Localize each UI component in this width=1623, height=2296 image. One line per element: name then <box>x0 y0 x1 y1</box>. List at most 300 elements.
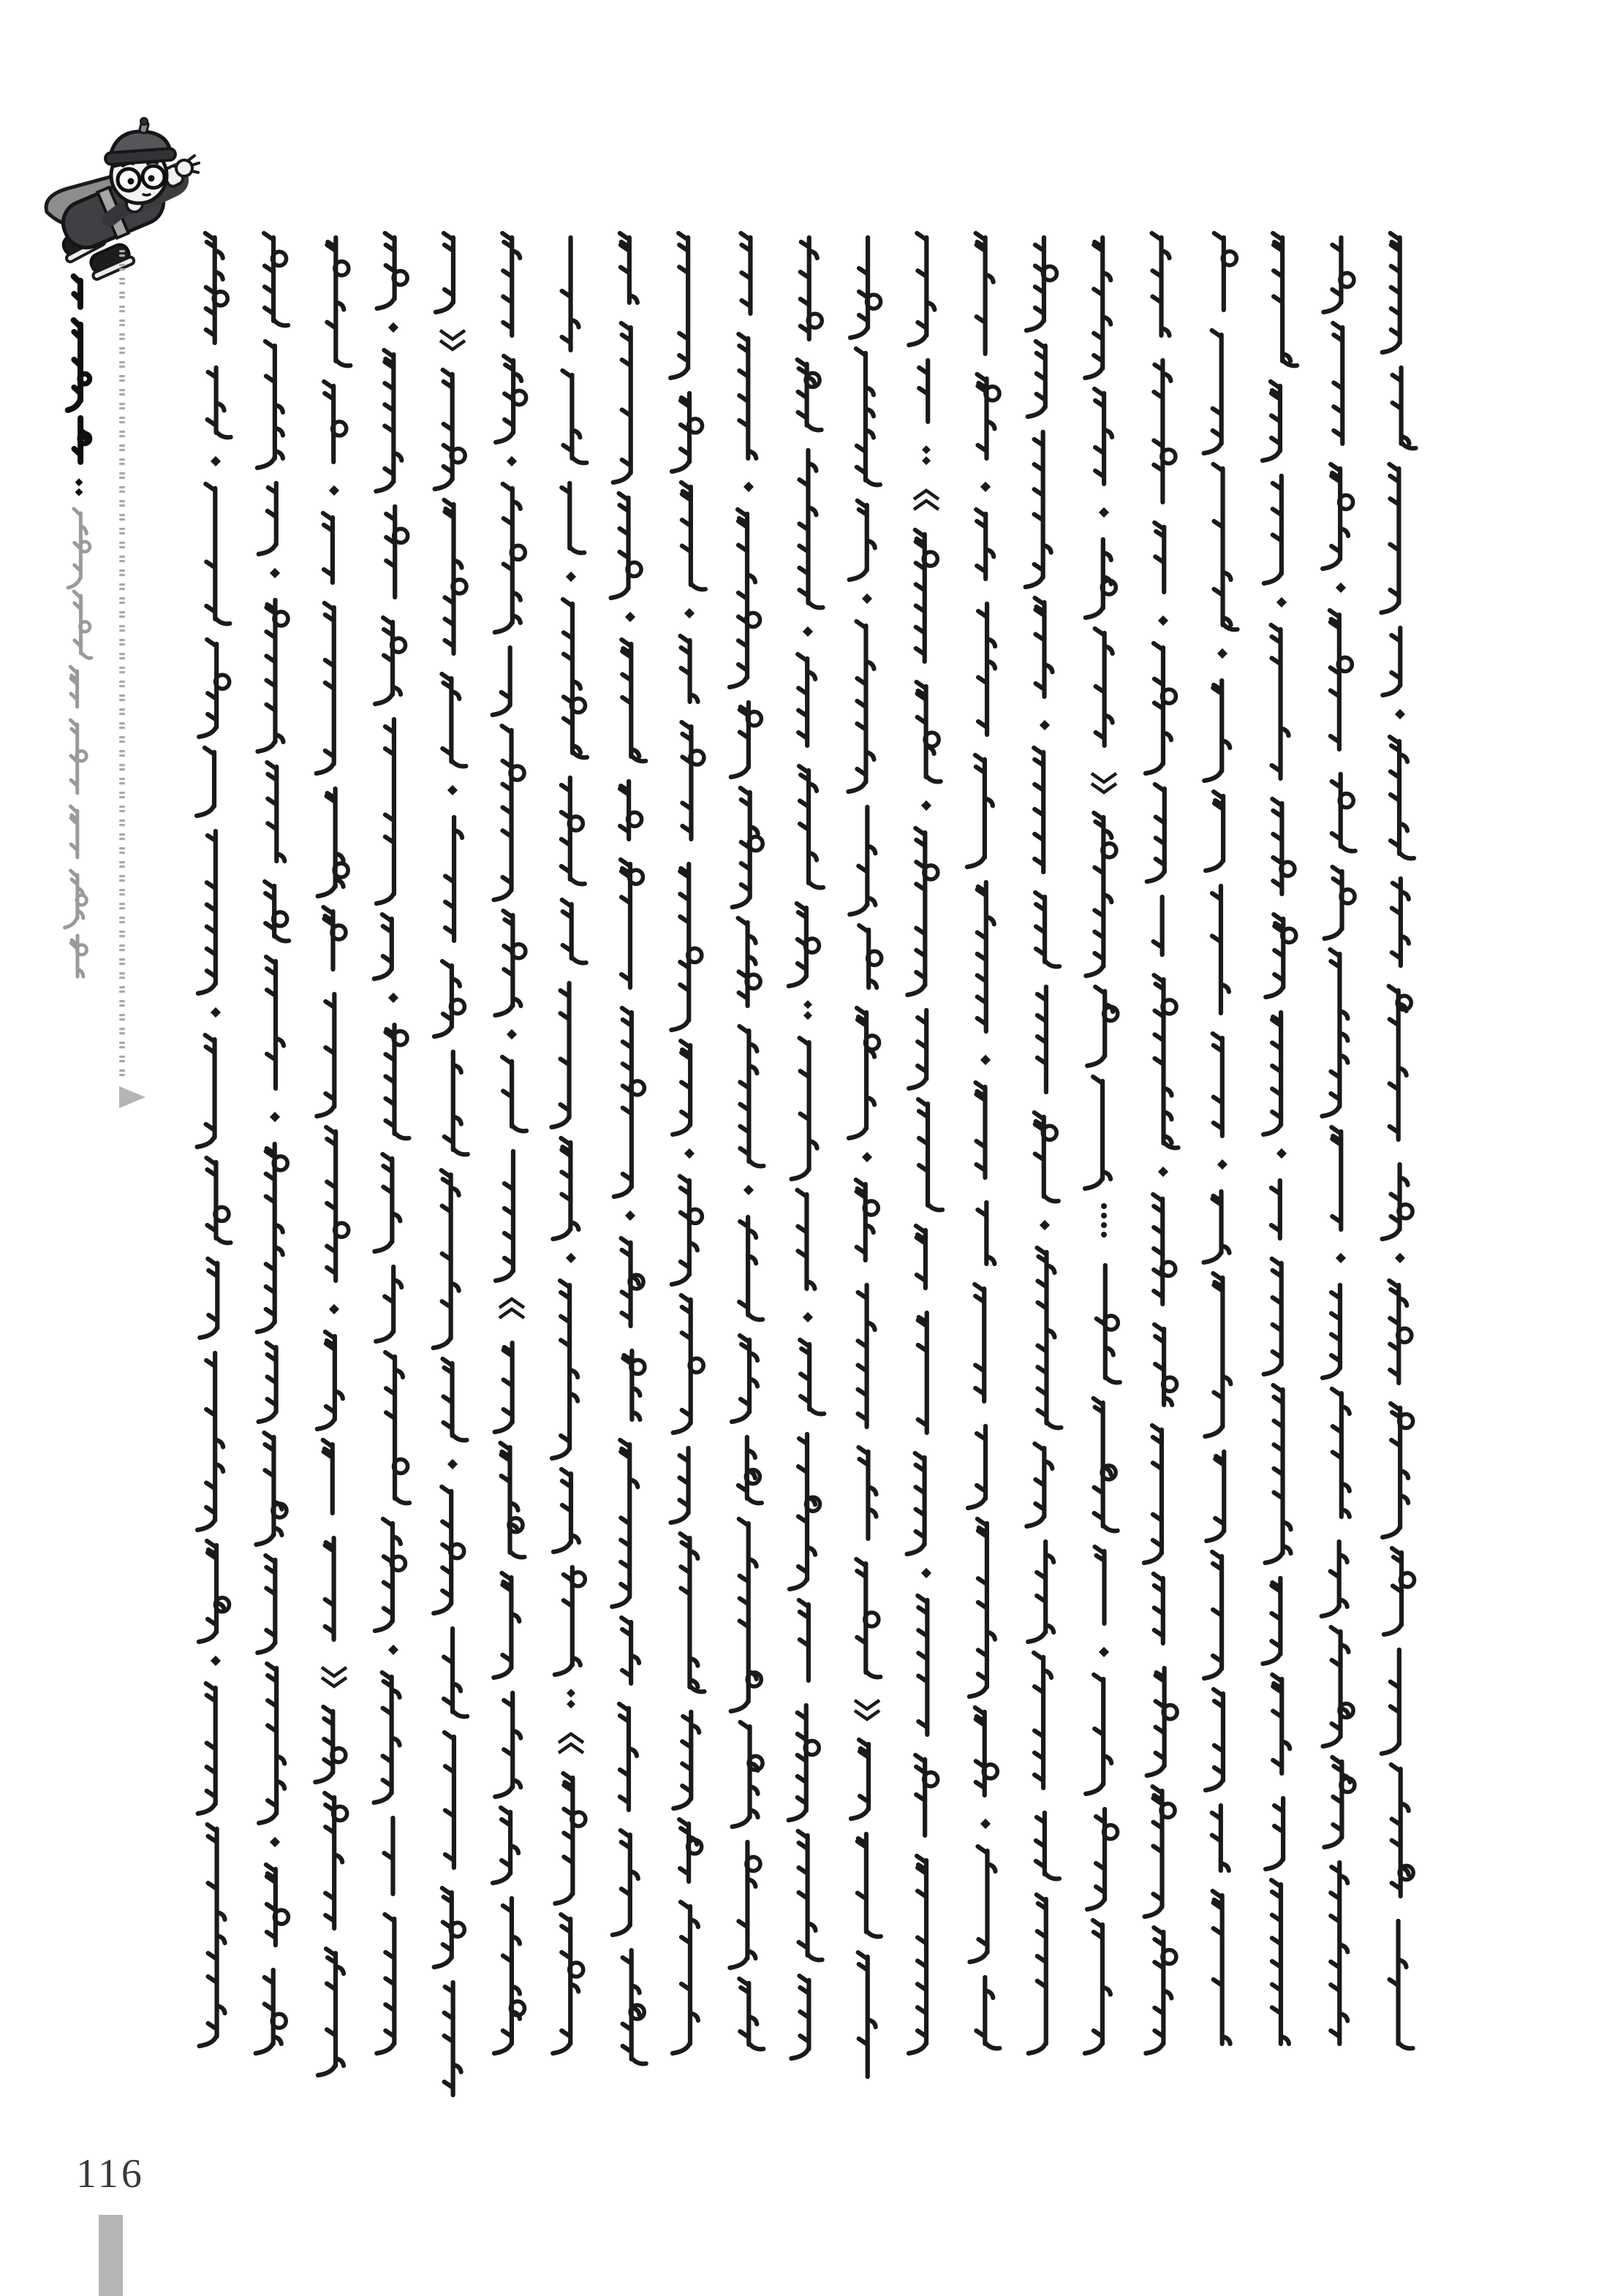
word-glyph <box>1086 1675 1111 1794</box>
word-stroke <box>738 918 756 1006</box>
word-stroke <box>1382 233 1400 352</box>
word-glyph <box>257 600 288 751</box>
word-divider-dot <box>329 1304 339 1314</box>
quote-stroke <box>1092 773 1116 782</box>
word-glyph <box>327 238 350 365</box>
word-glyph <box>851 1740 869 1819</box>
word-glyph <box>1154 1325 1177 1405</box>
word-divider-dot <box>1040 1220 1050 1230</box>
word-divider-dot <box>388 993 398 1003</box>
word-stroke <box>74 276 80 307</box>
leader-dash <box>119 379 125 382</box>
word-glyph <box>789 903 820 986</box>
word-glyph <box>493 1808 518 1883</box>
word-glyph <box>801 238 822 339</box>
word-glyph <box>205 484 230 624</box>
word-stroke <box>1214 233 1224 310</box>
leader-dash <box>119 824 125 826</box>
word-glyph <box>386 507 408 597</box>
word-stroke <box>620 781 629 839</box>
word-stroke <box>1204 681 1230 781</box>
word-stroke <box>799 1600 809 1681</box>
leader-dash <box>119 296 125 298</box>
word-stroke <box>493 1808 518 1883</box>
leader-dash <box>119 306 125 308</box>
word-stroke <box>798 360 822 430</box>
leader-dash <box>119 990 125 993</box>
leader-dash <box>119 546 125 548</box>
word-stroke <box>1144 1425 1162 1563</box>
word-divider-dot <box>1158 615 1168 626</box>
word-glyph <box>798 654 815 746</box>
word-glyph <box>611 493 642 598</box>
word-stroke <box>1035 893 1059 966</box>
leader-dash <box>119 602 125 604</box>
leader-dash <box>119 657 125 659</box>
leader-dash <box>119 852 125 854</box>
word-glyph <box>1391 1765 1414 1896</box>
word-divider-dot <box>744 482 754 492</box>
word-stroke <box>967 755 993 867</box>
word-glyph <box>434 961 465 1037</box>
word-stroke <box>1331 1127 1341 1230</box>
word-stroke <box>1263 1578 1280 1664</box>
leader-dash <box>119 1074 125 1076</box>
leader-dash <box>119 407 125 409</box>
word-glyph <box>731 1519 761 1711</box>
text-column-5 <box>434 233 468 2095</box>
word-stroke <box>673 1902 698 2053</box>
word-stroke <box>671 864 689 1030</box>
word-glyph <box>325 1538 334 1640</box>
word-glyph <box>1381 464 1399 613</box>
word-stroke <box>1324 1757 1350 1847</box>
word-stroke <box>200 1825 225 2046</box>
word-stroke <box>374 1154 400 1251</box>
word-glyph <box>975 1284 984 1401</box>
text-column-14 <box>967 233 999 2048</box>
word-glyph <box>1205 1273 1230 1436</box>
leader-dash <box>119 792 125 794</box>
word-glyph <box>326 1127 349 1281</box>
word-stroke <box>1332 774 1355 851</box>
word-glyph <box>1264 476 1282 583</box>
word-stroke <box>1332 1389 1350 1517</box>
word-glyph <box>1034 1113 1059 1201</box>
word-glyph <box>909 1010 926 1088</box>
word-stroke <box>1205 1273 1230 1436</box>
word-stroke <box>1154 360 1170 502</box>
leader-dash <box>119 1046 125 1048</box>
leader-dash <box>119 643 125 645</box>
word-stroke <box>70 667 77 707</box>
word-glyph <box>1144 1425 1162 1563</box>
word-glyph <box>849 1008 879 1138</box>
word-glyph <box>442 674 466 766</box>
word-stroke <box>858 1834 881 1936</box>
word-glyph <box>1392 879 1409 966</box>
word-divider-dot <box>684 1148 695 1159</box>
leader-dash <box>119 653 125 655</box>
word-stroke <box>1026 1444 1052 1526</box>
word-stroke <box>205 233 223 343</box>
word-glyph <box>1085 1077 1111 1189</box>
word-glyph <box>1094 1547 1104 1624</box>
leader-dash <box>119 944 125 947</box>
leader-dash <box>119 615 125 618</box>
word-glyph <box>71 936 86 977</box>
word-glyph <box>673 1295 704 1433</box>
word-glyph <box>65 871 87 928</box>
word-stroke <box>619 1704 637 1810</box>
word-glyph <box>199 1541 230 1642</box>
word-stroke <box>1034 1653 1051 1788</box>
word-stroke <box>1034 748 1043 872</box>
text-column-21 <box>1381 233 1415 2048</box>
word-stroke <box>1390 737 1414 858</box>
word-glyph <box>494 1898 525 2053</box>
text-column-7 <box>552 238 587 2053</box>
word-glyph <box>444 500 467 653</box>
word-glyph <box>265 882 289 941</box>
word-glyph <box>1087 987 1118 1066</box>
word-stroke <box>969 1519 995 1697</box>
word-glyph <box>739 1979 763 2049</box>
word-stroke <box>1264 476 1282 583</box>
word-stroke <box>1085 1920 1111 2053</box>
leader-dash <box>119 352 125 354</box>
arrow-right-icon <box>119 1086 145 1108</box>
word-stroke <box>502 233 520 336</box>
word-glyph <box>915 530 938 662</box>
leader-dash <box>119 403 125 405</box>
word-glyph <box>1332 1389 1350 1517</box>
leader-dash <box>119 1060 125 1062</box>
leader-dash <box>119 556 125 558</box>
word-divider-dot <box>1158 1167 1168 1177</box>
word-stroke <box>977 1202 994 1264</box>
word-glyph <box>741 233 750 314</box>
word-stroke <box>197 1035 215 1147</box>
word-stroke <box>318 1949 344 2075</box>
word-stroke <box>681 636 698 702</box>
word-glyph <box>1037 1248 1061 1428</box>
word-glyph <box>679 1819 702 1882</box>
word-stroke <box>731 702 749 777</box>
word-glyph <box>206 1158 230 1243</box>
word-glyph <box>1263 1578 1280 1664</box>
word-glyph <box>1154 975 1179 1148</box>
word-glyph <box>918 1596 927 1735</box>
word-glyph <box>1212 886 1229 1013</box>
word-divider-dot <box>1336 1253 1346 1263</box>
word-glyph <box>1085 1920 1111 2053</box>
word-glyph <box>256 1433 287 1545</box>
word-stroke <box>199 640 216 737</box>
word-glyph <box>1153 1194 1176 1304</box>
leader-dash <box>119 583 125 586</box>
word-stroke <box>206 1158 230 1243</box>
quote-stroke <box>559 1744 583 1753</box>
word-stroke <box>199 1541 224 1642</box>
leader-dash <box>119 699 125 701</box>
word-stroke <box>1384 1548 1401 1634</box>
word-divider-dot <box>447 1459 458 1469</box>
word-glyph <box>259 1343 276 1422</box>
word-divider-dot <box>921 1568 931 1578</box>
word-glyph <box>555 1773 586 1903</box>
word-stroke <box>613 323 631 482</box>
word-stroke <box>850 501 875 580</box>
word-glyph <box>1324 1757 1355 1847</box>
word-glyph <box>1322 950 1347 1116</box>
word-glyph <box>1034 598 1052 697</box>
word-stroke <box>68 320 80 410</box>
word-glyph <box>495 911 526 1015</box>
word-glyph <box>1271 1181 1280 1238</box>
word-divider-dot <box>75 478 83 486</box>
word-stroke <box>1085 1077 1111 1189</box>
word-stroke <box>1085 238 1111 378</box>
word-glyph <box>1382 628 1400 695</box>
leader-dash <box>119 486 125 488</box>
word-glyph <box>673 1712 699 1808</box>
word-stroke <box>317 603 334 773</box>
word-stroke <box>375 618 401 704</box>
word-glyph <box>318 789 349 896</box>
word-stroke <box>671 1448 689 1523</box>
word-glyph <box>681 482 705 589</box>
word-stroke <box>670 233 688 378</box>
word-stroke <box>324 382 333 462</box>
word-stroke <box>681 722 691 839</box>
leader-dash <box>119 810 125 812</box>
word-glyph <box>324 382 347 462</box>
word-glyph <box>1332 774 1355 851</box>
word-stroke <box>562 900 586 963</box>
word-glyph <box>799 766 823 887</box>
word-stroke <box>1206 1689 1223 1790</box>
word-glyph <box>798 1831 822 1960</box>
word-stroke <box>978 604 995 735</box>
word-stroke <box>977 882 994 1031</box>
leader-dash <box>119 907 125 909</box>
word-glyph <box>561 483 584 553</box>
word-stroke <box>739 1217 763 1319</box>
leader-dash <box>119 722 125 724</box>
word-stroke <box>257 600 283 751</box>
word-glyph <box>70 720 86 793</box>
word-glyph <box>1145 1787 1176 1917</box>
word-glyph <box>858 1952 876 2077</box>
word-glyph <box>315 1707 346 1782</box>
leader-dash <box>119 338 125 340</box>
word-glyph <box>1204 1191 1230 1262</box>
word-glyph <box>850 238 881 338</box>
word-stroke <box>197 1353 223 1530</box>
word-glyph <box>856 1559 880 1677</box>
word-glyph <box>917 682 941 781</box>
word-stroke <box>198 831 216 993</box>
word-glyph <box>975 1083 985 1178</box>
leader-dash <box>119 917 125 919</box>
leader-dash <box>119 458 125 461</box>
word-glyph <box>916 1226 926 1288</box>
word-glyph <box>799 1600 809 1681</box>
word-glyph <box>1154 360 1176 502</box>
word-glyph <box>790 1434 820 1589</box>
word-glyph <box>856 349 880 485</box>
open-quote-chevrons <box>322 1667 347 1686</box>
word-stroke <box>916 1226 926 1288</box>
word-stroke <box>1273 233 1297 365</box>
word-glyph <box>266 957 284 1088</box>
word-glyph <box>562 238 579 350</box>
word-glyph <box>1085 238 1111 378</box>
loop-stroke <box>77 944 87 955</box>
leader-dash <box>119 893 125 895</box>
word-stroke <box>856 349 880 485</box>
caption-subtitle-gray <box>65 509 91 977</box>
word-glyph <box>264 233 288 325</box>
leader-dash <box>119 292 125 294</box>
leader-dash <box>119 435 125 437</box>
ellipsis-dot <box>1101 1222 1107 1228</box>
word-glyph <box>502 1057 526 1131</box>
word-glyph <box>74 418 89 462</box>
word-stroke <box>1204 1552 1222 1678</box>
word-glyph <box>738 1437 762 1503</box>
word-stroke <box>495 911 521 1015</box>
word-stroke <box>733 1722 758 1827</box>
word-stroke <box>851 1740 869 1819</box>
word-glyph <box>1271 1880 1289 2044</box>
word-stroke <box>620 233 638 303</box>
word-stroke <box>1146 1928 1171 2053</box>
word-glyph <box>1213 1891 1230 2044</box>
leader-dash <box>119 393 125 395</box>
word-glyph <box>563 599 587 757</box>
open-quote-chevrons <box>440 330 465 349</box>
leader-dash <box>119 889 125 891</box>
word-glyph <box>1206 1452 1224 1541</box>
word-stroke <box>915 1755 925 1835</box>
word-stroke <box>975 1708 985 1795</box>
text-column-8 <box>611 233 646 2064</box>
word-stroke <box>1325 867 1342 939</box>
word-divider-dot <box>625 1210 635 1221</box>
word-glyph <box>199 640 230 737</box>
word-glyph <box>1264 1259 1282 1374</box>
word-stroke <box>730 509 755 687</box>
word-glyph <box>1389 1281 1412 1383</box>
word-stroke <box>850 238 868 338</box>
word-stroke <box>1272 799 1282 894</box>
word-glyph <box>976 1977 999 2048</box>
word-glyph <box>1094 389 1112 484</box>
word-glyph <box>200 1259 217 1338</box>
word-stroke <box>731 1519 757 1711</box>
word-glyph <box>1214 464 1238 629</box>
word-stroke <box>256 1970 281 2053</box>
word-glyph <box>1094 1398 1118 1531</box>
word-divider-dot <box>980 1819 991 1829</box>
leader-dash <box>119 977 125 979</box>
leader-dash <box>119 389 125 391</box>
word-glyph <box>502 233 520 336</box>
word-stroke <box>1026 238 1044 330</box>
word-stroke <box>552 983 570 1127</box>
word-glyph <box>969 1519 995 1697</box>
word-glyph <box>673 1041 690 1134</box>
word-glyph <box>198 831 216 993</box>
word-stroke <box>325 1538 334 1640</box>
word-glyph <box>374 1672 400 1803</box>
leader-dash <box>119 347 125 349</box>
word-stroke <box>1152 233 1170 336</box>
caption-heading-bold <box>68 276 90 496</box>
word-stroke <box>741 233 750 314</box>
leader-dash <box>119 264 125 266</box>
word-stroke <box>1212 1806 1229 1871</box>
word-glyph <box>1037 987 1046 1092</box>
word-stroke <box>976 1977 999 2048</box>
word-glyph <box>969 1846 995 1962</box>
word-glyph <box>74 276 80 307</box>
word-stroke <box>562 238 579 350</box>
word-stroke <box>918 1099 942 1210</box>
word-glyph <box>620 781 642 839</box>
word-stroke <box>376 1267 401 1341</box>
word-glyph <box>435 370 466 489</box>
leader-dash <box>119 1014 125 1016</box>
word-glyph <box>1154 897 1162 955</box>
word-stroke <box>1392 879 1409 966</box>
leader-dash <box>119 903 125 905</box>
word-glyph <box>375 1519 406 1631</box>
word-glyph <box>444 1732 454 1868</box>
word-glyph <box>1263 382 1280 461</box>
word-stroke <box>858 1285 875 1427</box>
word-divider-dot <box>507 1029 517 1039</box>
leader-dash <box>119 921 125 923</box>
text-column-10 <box>730 233 763 2049</box>
word-stroke <box>377 719 394 903</box>
leader-dash <box>119 667 125 669</box>
word-stroke <box>673 1041 690 1134</box>
word-stroke <box>730 1842 755 1968</box>
word-divider-dot <box>211 1656 221 1666</box>
word-glyph <box>1322 1542 1347 1616</box>
word-stroke <box>1323 464 1348 569</box>
word-glyph <box>1034 1653 1051 1788</box>
word-glyph <box>553 1138 578 1239</box>
word-glyph <box>797 1190 814 1289</box>
word-stroke <box>1213 1891 1230 2044</box>
word-glyph <box>858 1447 876 1539</box>
word-glyph <box>621 1238 644 1326</box>
word-divider-dot <box>862 594 872 604</box>
leader-dash <box>119 986 125 988</box>
word-divider-dot <box>1395 1253 1405 1263</box>
quote-stroke <box>855 1700 879 1709</box>
word-divider-dot <box>1099 1647 1109 1657</box>
leader-dash <box>119 574 125 576</box>
word-glyph <box>976 233 994 354</box>
word-glyph <box>732 1335 757 1422</box>
word-stroke <box>259 1664 284 1823</box>
word-stroke <box>323 907 333 969</box>
